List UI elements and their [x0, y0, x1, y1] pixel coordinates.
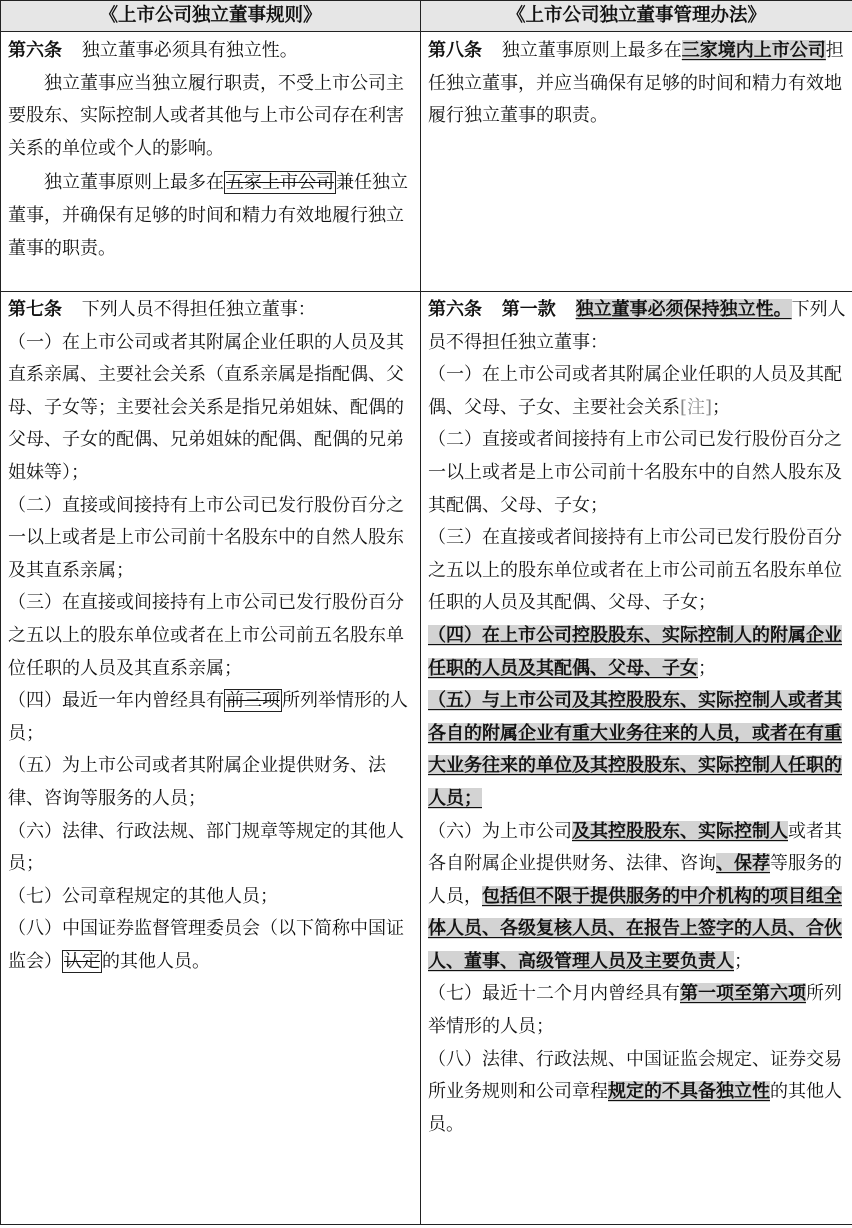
text-segment: 的其他人员。 [102, 950, 210, 972]
list-item: （七）公司章程规定的其他人员； [8, 885, 278, 907]
text-segment: 兼任独立董事，并确保有足够的时间和精力有效地履行独立董事的职责。 [8, 172, 408, 259]
list-item [428, 978, 846, 1043]
row-independence-positions [1, 32, 852, 292]
highlighted-change: 第一项至第六项 [680, 983, 806, 1005]
list-item [428, 816, 846, 979]
header-row [1, 1, 852, 32]
highlighted-change: （五）与上市公司及其控股股东、实际控制人或者其各自的附属企业有重大业务往来的人员，或者在有重大业务往来的单位及其控股股东、实际控制人任职的人员； [428, 690, 842, 809]
article-heading [8, 294, 414, 327]
article-text: 下列人员不得担任独立董事： [428, 299, 846, 353]
article-text: 下列人员不得担任独立董事： [81, 299, 316, 320]
text-segment: （八）中国证券监督管理委员会（以下简称中国证监会） [8, 918, 404, 972]
list-item: （五）为上市公司或者其附属企业提供财务、法律、咨询等服务的人员； [8, 755, 386, 809]
list-item: （三）在直接或者间接持有上市公司已发行股份百分之五以上的股东单位或者在上市公司前五名股东单位任职的人员及其配偶、父母、子女； [428, 527, 842, 614]
highlighted-change: 及其控股股东、实际控制人 [572, 820, 788, 842]
list-item: （二）直接或者间接持有上市公司已发行股份百分之一以上或者是上市公司前十名股东中的自然人股东及其配偶、父母、子女； [428, 429, 842, 516]
clause-label: 第一款 [501, 299, 556, 320]
list-item: （六）法律、行政法规、部门规章等规定的其他人员； [8, 820, 404, 875]
text-segment: 独立董事原则上最多在 [501, 40, 682, 61]
highlighted-change: 独立董事必须保持独立性。 [575, 299, 792, 320]
list-item [8, 685, 414, 750]
highlighted-change: 规定的不具备独立性 [608, 1081, 770, 1103]
article-label: 第七条 [8, 299, 62, 320]
paragraph-positions-limit [428, 35, 846, 133]
list-item [428, 685, 846, 815]
highlighted-change: 包括但不限于提供服务的中介机构的项目组全体人员、各级复核人员、在报告上签字的人员、合伙人、董事、高级管理人员及主要负责人 [428, 885, 842, 972]
text-segment: （四）最近一年内曾经具有 [8, 690, 224, 712]
text-segment: 的其他人员。 [428, 1081, 842, 1135]
paragraph: 独立董事应当独立履行职责，不受上市公司主要股东、实际控制人或者其他与上市公司存在利害关系的单位或个人的影响。 [8, 72, 404, 159]
footnote-marker: [注] [680, 396, 713, 418]
deleted-text-box: 前三项 [226, 690, 280, 712]
highlighted-change: 、保荐 [716, 853, 770, 875]
left-column-title: 《上市公司独立董事规则》 [1, 1, 421, 32]
text-segment: ； [712, 396, 731, 418]
text-segment: 所列举情形的人员； [8, 690, 408, 744]
article-label: 第八条 [428, 40, 482, 61]
highlighted-change: 三家境内上市公司 [681, 40, 826, 61]
row-disqualified-persons [1, 292, 852, 1225]
article-text: 独立董事必须具有独立性。 [81, 40, 298, 61]
text-segment: 或者其各自附属企业提供财务、法律、咨询 [428, 820, 842, 875]
text-segment: 独立董事原则上最多在 [44, 172, 224, 194]
paragraph-positions-limit [8, 167, 414, 265]
text-segment: 所列举情形的人员； [428, 983, 842, 1038]
list-item [8, 913, 414, 978]
old-rule-article-6 [1, 32, 421, 292]
deleted-text-box: 五家上市公司 [226, 172, 334, 194]
text-segment: （七）最近十二个月内曾经具有 [428, 983, 680, 1005]
deleted-text-box: 认定 [64, 950, 100, 972]
text-segment: 担任独立董事，并应当确保有足够的时间和精力有效地履行独立董事的职责。 [428, 40, 844, 127]
list-item [428, 1044, 846, 1142]
article-heading [8, 35, 414, 68]
text-segment: （八）法律、行政法规、中国证监会规定、证券交易所业务规则和公司章程 [428, 1048, 842, 1103]
text-segment: 等服务的人员， [428, 853, 842, 907]
article-label: 第六条 [8, 40, 62, 61]
article-heading [428, 294, 846, 359]
list-item: （三）在直接或间接持有上市公司已发行股份百分之五以上的股东单位或者在上市公司前五名股东单位任职的人员及其直系亲属； [8, 592, 404, 679]
old-rule-article-7 [1, 292, 421, 1225]
list-item: （一）在上市公司或者其附属企业任职的人员及其直系亲属、主要社会关系（直系亲属是指配偶、父母、子女等；主要社会关系是指兄弟姐妹、配偶的父母、子女的配偶、兄弟姐妹的配偶、配偶的兄弟姐妹等）； [8, 331, 404, 483]
list-item [428, 359, 846, 424]
new-rule-article-6 [421, 292, 852, 1225]
new-rule-article-8 [421, 32, 852, 292]
highlighted-change: （四）在上市公司控股股东、实际控制人的附属企业任职的人员及其配偶、父母、子女 [428, 624, 842, 679]
article-label: 第六条 [428, 299, 482, 320]
right-column-title: 《上市公司独立董事管理办法》 [421, 1, 852, 32]
text-segment: （六）为上市公司 [428, 820, 572, 842]
text-segment: ； [734, 950, 752, 972]
text-segment: （一）在上市公司或者其附属企业任职的人员及其配偶、父母、子女、主要社会关系 [428, 364, 842, 418]
list-item: （二）直接或间接持有上市公司已发行股份百分之一以上或者是上市公司前十名股东中的自然人股东及其直系亲属； [8, 494, 404, 581]
list-item [428, 620, 846, 685]
text-segment: ； [698, 657, 716, 679]
